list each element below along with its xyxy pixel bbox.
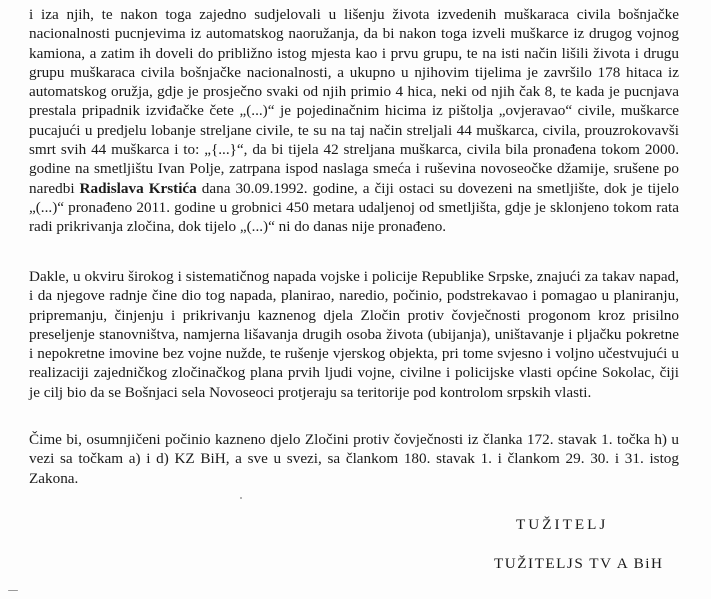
paragraph-1-text-a: i iza njih, te nakon toga zajedno sudjelovali u lišenju života izvedenih muškaraca civila bošnjačke nacionalnosti pucnjevima iz automatskog naoružanja, da bi nakon toga izveli muškarce iz drugog vojnog kamiona, a zatim ih doveli do približno istog mjesta kao i prvu grupu, te na isti način lišili života i drugu grupu muškaraca civila bošnjačke nacionalnosti, a ukupno u njihovim tijelima je završilo 178 hitaca iz automatskog oružja, gdje je prosječno svaki od njih primio 4 hica, neki od njih čak 8, te kada je pucnjava prestala pripadnik izviđačke čete „(...)“ je pojedinačnim hicima iz pištolja „ovjeravao“ civile, muškarce pucajući u predjelu lobanje streljane civile, te su na taj način streljali 44 muškarca, civila, prouzrokovavši smrt svih 44 muškarca i to: „{...}“, da bi tijela 42 streljana muškarca, civila bila pronađena tokom 2000. godine na smetljištu Ivan Polje, zatrpana ispod naslaga smeća i ruševina novoseočke džamije, srušene po naredbi xyxy=(29,6,679,197)
scan-speck xyxy=(240,497,242,499)
scan-speck xyxy=(8,590,18,591)
signature-title: TUŽITELJ xyxy=(516,516,609,533)
bold-name-krstic: Radislava Krstića xyxy=(79,179,197,197)
signature-office: TUŽITELJS TV A BiH xyxy=(494,555,664,572)
paragraph-1-text-b: dana 30.09.1992. godine, a čiji ostaci su dovezeni na smetljište, dok je tijelo „(...)“ pronađeno 2011. godine u grobnici 450 metara udaljenoj od smetljišta, gdje je sklonjeno tokom rata radi prikrivanja zločina, dok tijelo „(...)“ ni do danas nije pronađeno. xyxy=(29,179,679,236)
paragraph-charges: Dakle, u okviru širokog i sistematičnog napada vojske i policije Republike Srpske, znajući za takav napad, i da njegove radnje čine dio tog napada, planirao, naredio, počinio, podstrekavao i pomagao u planiranju, pripremanju, činjenju i prikrivanju kaznenog djela Zločin protiv čovječnosti progonom kroz prisilno preseljenje stanovništva, namjerna lišavanja drugih osoba života (ubijanja), uništavanje i pljačku pokretne i nepokretne imovine bez vojne nužde, te rušenje vjerskog objekta, pri tome svjesno i voljno učestvujući u realizaciji zajedničkog zločinačkog plana prvih ljudi vojne, civilne i policijske vlasti općine Sokolac, čiji je cilj bio da se Bošnjaci sela Novoseoci protjeraju sa teritorije pod kontrolom srpskih vlasti. xyxy=(29,268,679,401)
paragraph-legal-qualification: Čime bi, osumnjičeni počinio kazneno djelo Zločini protiv čovječnosti iz članka 172. stavak 1. točka h) u vezi sa točkam a) i d) KZ BiH, a sve u svezi, sa člankom 180. stavak 1. i člankom 29. 30. i 31. istog Zakona. xyxy=(29,431,679,487)
paragraph-indictment-facts xyxy=(29,5,679,237)
